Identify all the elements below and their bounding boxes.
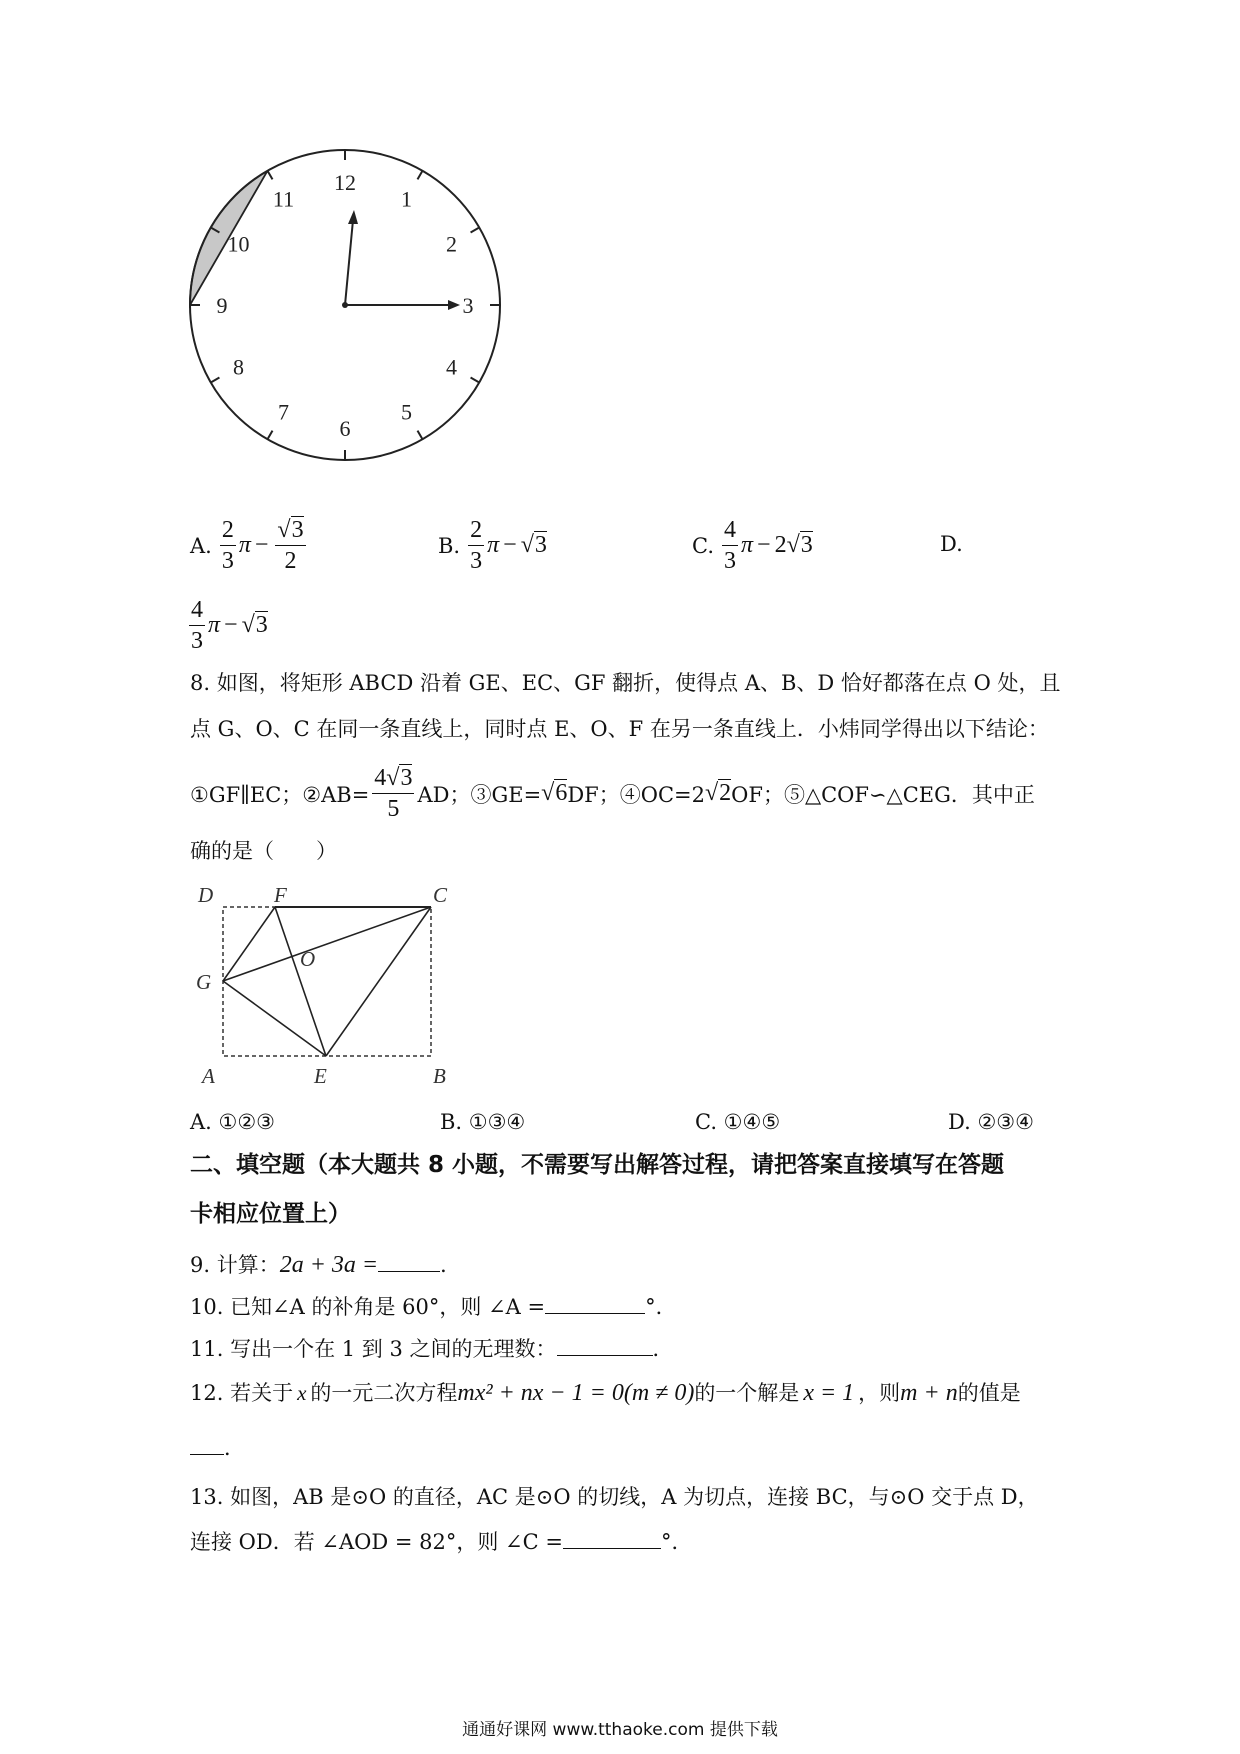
q10	[190, 1292, 677, 1322]
q13-suffix: °．	[661, 1530, 693, 1554]
clock-minute-arrowhead	[448, 300, 460, 310]
q11-suffix: ．	[652, 1337, 674, 1361]
q12-variable-x: x	[297, 1381, 307, 1405]
q7-option-d-label	[940, 532, 963, 556]
pi-symbol: π	[487, 532, 500, 558]
clock-number: 9	[216, 293, 228, 318]
q8-option-d: D. ②③④	[948, 1110, 1034, 1134]
q9-suffix: ．	[440, 1253, 462, 1277]
option-label: C.	[692, 533, 714, 558]
fraction-denominator: 3	[191, 628, 203, 654]
clock-tick	[211, 378, 220, 383]
fraction-denominator: 5	[387, 796, 400, 822]
q10-answer-blank[interactable]	[545, 1313, 645, 1314]
rectangle-fold-figure	[190, 880, 470, 1090]
q8-conclusions-line	[190, 763, 1035, 824]
segment-ge	[223, 981, 326, 1056]
q12-mid-text: 的一元二次方程	[310, 1381, 458, 1405]
q10-suffix: °．	[645, 1295, 677, 1319]
clock-number: 10	[227, 231, 250, 257]
minus-sign: −	[503, 532, 517, 558]
clock-number: 4	[446, 354, 458, 380]
q12-root: x = 1	[803, 1380, 855, 1406]
section-2-heading-line-2: 卡相应位置上）	[190, 1201, 351, 1227]
segment-ec	[326, 907, 431, 1056]
q8-option-b: B. ①③④	[440, 1110, 526, 1134]
q9-expression: 2a + 3a =	[279, 1252, 379, 1278]
fraction	[722, 515, 738, 576]
q8-option-a: A. ①②③	[190, 1110, 275, 1134]
q12-line-2	[190, 1433, 245, 1463]
sqrt-radicand: 3	[400, 765, 413, 791]
clock-hour-hand	[345, 220, 353, 305]
q7-option-d-expr	[186, 595, 268, 656]
q13-line-1: 13. 如图，AB 是⊙O 的直径，AC 是⊙O 的切线，A 为切点，连接 BC，与⊙O 交于点 D，	[190, 1485, 1039, 1509]
clock-number: 6	[339, 416, 351, 441]
sqrt-radicand: 2	[719, 780, 732, 806]
q7-option-b	[438, 515, 547, 576]
q9-answer-blank[interactable]	[378, 1271, 440, 1272]
label-b: B	[433, 1064, 446, 1088]
pi-symbol: π	[208, 612, 221, 638]
fraction-numerator: 4	[189, 595, 205, 626]
coefficient: 2	[774, 532, 787, 558]
clock-tick	[268, 431, 273, 440]
clock-tick	[471, 378, 480, 383]
pi-symbol: π	[741, 532, 754, 558]
q9-prefix: 9. 计算：	[190, 1253, 280, 1277]
sqrt-radical: √6	[541, 780, 568, 806]
clock-number: 5	[401, 399, 412, 425]
fraction	[189, 595, 205, 656]
clock-hour-arrowhead	[348, 210, 358, 224]
fraction-numerator: 4	[722, 515, 738, 546]
q12-target: m + n	[900, 1380, 958, 1406]
q10-prefix: 10. 已知∠A 的补角是 60°，则 ∠A =	[190, 1295, 546, 1319]
conclusion-text-2: AD；③GE=	[417, 782, 542, 807]
q13-prefix: 连接 OD．若 ∠AOD = 82°，则 ∠C =	[190, 1530, 563, 1554]
clock-number: 1	[401, 186, 412, 212]
clock-number: 12	[334, 170, 356, 195]
q8-option-c: C. ①④⑤	[695, 1110, 781, 1134]
q13-line-2	[190, 1527, 693, 1557]
fraction	[372, 763, 414, 824]
label-e: E	[314, 1064, 327, 1088]
q7-option-a	[190, 515, 309, 576]
q12-end-text: 的值是	[957, 1381, 1021, 1405]
fraction-numerator	[372, 763, 414, 794]
minus-sign: −	[224, 612, 238, 638]
segment-fe	[275, 907, 326, 1056]
sqrt-radical: √3	[386, 765, 413, 791]
clock-figure	[180, 140, 510, 470]
q12-answer-blank[interactable]	[190, 1454, 224, 1455]
fraction-denominator: 3	[470, 548, 483, 574]
clock-number: 2	[446, 231, 458, 257]
minus-sign: −	[757, 532, 771, 558]
q8-line-2: 点 G、O、C 在同一条直线上，同时点 E、O、F 在另一条直线上．小炜同学得出以下结论：	[190, 717, 1049, 741]
fraction-denominator: 3	[724, 548, 736, 574]
q8-line-4: 确的是（ ）	[190, 839, 337, 863]
conclusion-text-3: DF；④OC=2	[567, 782, 705, 807]
sqrt-radicand: 3	[534, 532, 547, 558]
clock-tick	[418, 171, 423, 180]
label-a: A	[202, 1064, 215, 1088]
page-footer: 通通好课网 www.tthaoke.com 提供下载	[462, 1720, 778, 1740]
option-label: A.	[190, 533, 212, 558]
clock-tick	[418, 431, 423, 440]
fraction-denominator: 3	[221, 548, 234, 574]
label-o: O	[300, 947, 316, 971]
sqrt-radical: √3	[277, 517, 304, 543]
sqrt-radicand: 6	[555, 780, 568, 806]
q12-equation: mx² + nx − 1 = 0(m ≠ 0)	[457, 1380, 695, 1406]
q12-prefix: 12. 若关于	[190, 1381, 294, 1405]
clock-center-dot	[342, 302, 348, 308]
sqrt-radical: √2	[705, 780, 732, 806]
q12-line-1	[190, 1378, 1021, 1408]
clock-number: 7	[278, 399, 289, 425]
fraction	[275, 515, 305, 576]
label-c: C	[433, 883, 448, 907]
clock-tick	[268, 171, 273, 180]
clock-tick	[471, 228, 480, 233]
pi-symbol: π	[238, 532, 251, 558]
q9	[190, 1250, 461, 1280]
fraction	[220, 515, 236, 576]
conclusion-text-1: ①GF∥EC；②AB=	[190, 782, 370, 807]
sqrt-radicand: 3	[291, 517, 304, 543]
q12-suffix: ．	[224, 1436, 245, 1460]
q11-prefix: 11. 写出一个在 1 到 3 之间的无理数：	[190, 1337, 557, 1361]
section-2-heading-line-1: 二、填空题（本大题共 8 小题，不需要写出解答过程，请把答案直接填写在答题	[190, 1152, 1005, 1178]
fraction-numerator: 2	[220, 515, 236, 546]
fraction-numerator: 2	[468, 515, 484, 546]
fraction	[468, 515, 484, 576]
sqrt-radical: √3	[786, 532, 813, 558]
q7-option-c	[692, 515, 813, 576]
minus-sign: −	[254, 532, 269, 558]
rectangle-abcd-dashed	[223, 907, 431, 1056]
option-label: D.	[940, 532, 963, 556]
q13-answer-blank[interactable]	[563, 1548, 661, 1549]
segment-gf	[223, 907, 275, 981]
q11-answer-blank[interactable]	[557, 1355, 653, 1356]
sqrt-radical: √3	[241, 612, 268, 638]
fraction-numerator	[275, 515, 305, 546]
q11	[190, 1334, 674, 1364]
option-label: B.	[438, 533, 461, 558]
sqrt-radicand: 3	[255, 612, 268, 638]
label-f: F	[274, 883, 287, 907]
q12-mid-text-3: ，则	[858, 1381, 901, 1405]
label-d: D	[198, 883, 214, 907]
clock-number: 11	[272, 186, 295, 212]
sqrt-radicand: 3	[800, 532, 813, 558]
q12-mid-text-2: 的一个解是	[694, 1381, 800, 1405]
segment-gc	[223, 907, 431, 981]
clock-number: 8	[232, 354, 244, 380]
clock-number: 3	[462, 293, 474, 318]
coefficient: 4	[374, 765, 387, 791]
label-g: G	[196, 970, 212, 994]
fraction-denominator: 2	[284, 548, 297, 574]
sqrt-radical: √3	[520, 532, 547, 558]
conclusion-text-4: OF；⑤△COF∽△CEG．其中正	[731, 782, 1035, 807]
q8-line-1: 8. 如图，将矩形 ABCD 沿着 GE、EC、GF 翻折，使得点 A、B、D 恰好都落在点 O 处，且	[190, 671, 1061, 695]
